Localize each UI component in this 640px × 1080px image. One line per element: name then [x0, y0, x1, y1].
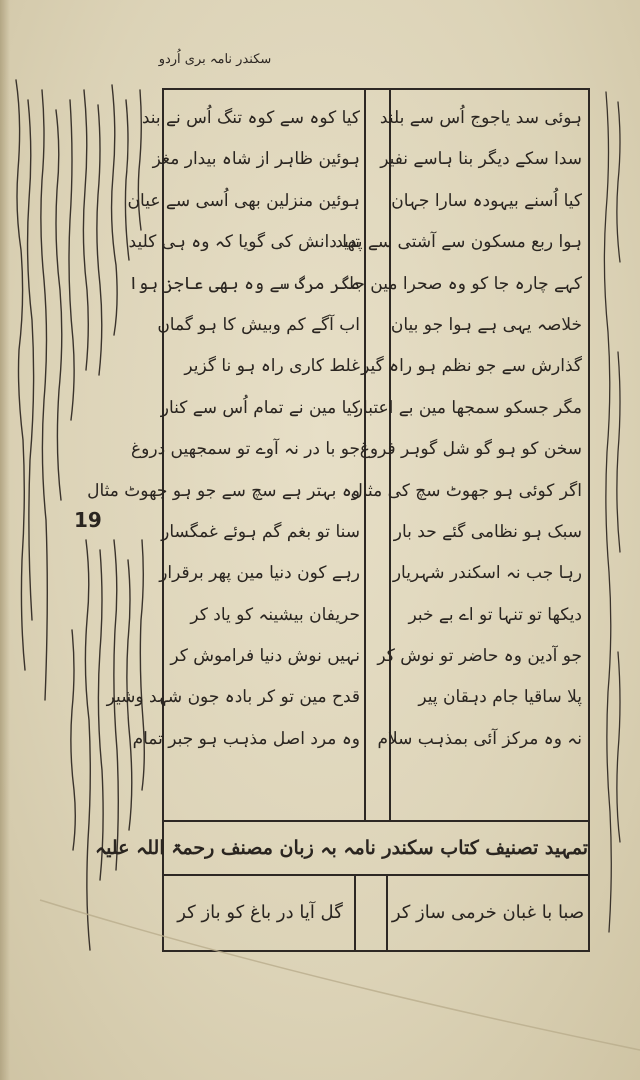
verse-line: رہے کون دنیا مین پھر برقرار — [159, 563, 360, 584]
verse-line: گذارش سے جو نظم ہو راہ گیر — [361, 356, 582, 377]
verse-line: کہے چارہ جا کو وہ صحرا مین جا — [349, 273, 582, 294]
verse-line: دیکھا تو تنہا تو اے بے خبر — [408, 604, 582, 625]
verse-line: ہوئین منزلین بھی اُسی سے عیان — [127, 190, 360, 211]
verse-line: ہوئین ظاہر از شاہ بیدار مغز — [152, 149, 360, 170]
verse-line: وہ بہتر ہے سچ سے جو ہو جھوٹ مثال — [87, 480, 360, 501]
verse-line: خلاصہ یہی ہے ہوا جو بیان — [390, 314, 582, 335]
verse-line: کیا مین نے تمام اُس سے کنار — [160, 397, 360, 418]
verse-line: پلا ساقیا جام دہقان پیر — [418, 687, 582, 708]
bottom-verse-left: گل آیا در باغ کو باز کر — [177, 902, 343, 923]
verse-line: رہا جب نہ اسکندر شہریار — [392, 563, 582, 584]
verse-line: کیا اُسنے بیہودہ سارا جہان — [391, 190, 582, 211]
verse-line: سنا تو بغم گم ہوئے غمگسار — [161, 521, 360, 542]
verse-line: سبک ہو نظامی گئے حد بار — [393, 521, 582, 542]
bottom-verse-right: صبا با غبان خرمی ساز کر — [391, 902, 585, 923]
verse-line: سدا سکے دیگر بنا ہاسے نفیر — [380, 149, 582, 170]
running-header: سکندر نامہ بری اُردو — [158, 52, 272, 67]
verse-line: ہوئی سد یاجوج اُس سے بلند — [379, 108, 582, 128]
verse-line: جو آدین وہ حاضر تو نوش کر — [377, 646, 582, 667]
verse-line: حریفان بیشینہ کو یاد کر — [190, 604, 360, 625]
verse-line: جو با در نہ آوے تو سمجھیں دروغ — [131, 439, 360, 460]
verse-line: غلط کاری راہ ہو نا گزیر — [184, 356, 360, 377]
verse-line: نہ وہ مرکز آئی بمذہب سلام — [377, 728, 582, 749]
section-title: تمہید تصنیف کتاب سکندر نامہ بہ زبان مصنف رحمۃ اللہ علیہ — [164, 820, 588, 876]
verse-line: وہ مرد اصل مذہب ہو جبر تمام — [132, 728, 360, 749]
verse-line: تھا دانش کی گویا کہ وہ ہی کلید — [128, 232, 360, 253]
page-number: 19 — [74, 508, 102, 532]
verse-line: سخن کو ہو گو شل گوہر فروغ — [359, 439, 582, 460]
verse-line: ہوا ربع مسکون سے آشتی سے پدید — [335, 232, 582, 253]
verse-line: مگر مرگ سے وہ بھی عاجز ہوا — [128, 273, 360, 294]
verse-line: اب آگے کم وبیش کا ہو گمان — [157, 314, 360, 335]
verse-line: اگر کوئی ہو جھوٹ سچ کی مثال — [350, 480, 582, 501]
verse-line: مگر جسکو سمجھا مین بے اعتبار — [354, 397, 582, 418]
verse-line: کیا کوہ سے کوہ تنگ اُس نے بند — [141, 108, 360, 128]
verse-line: قدح مین تو کر بادہ جون شہد وشیر — [106, 687, 360, 708]
verse-line: نہیں نوش دنیا فراموش کر — [170, 646, 360, 667]
